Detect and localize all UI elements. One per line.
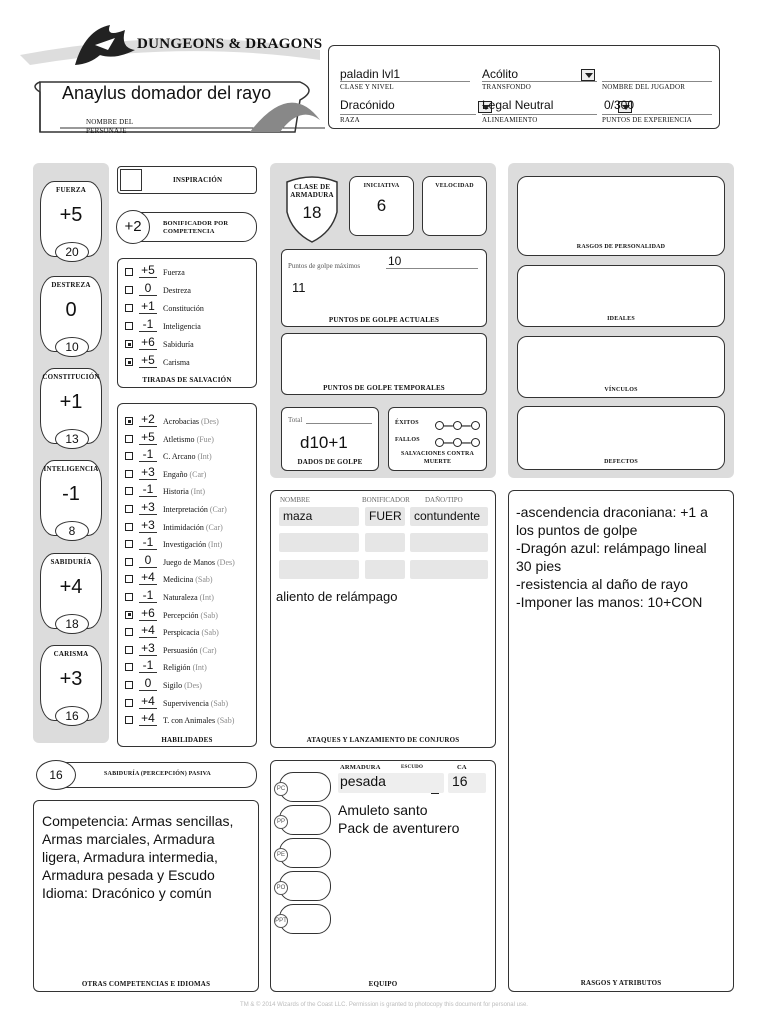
equipment-armor-label: ARMADURA	[340, 764, 381, 771]
skill-label: Medicina (Sab)	[163, 575, 213, 585]
proficiencies-title: OTRAS COMPETENCIAS E IDIOMAS	[81, 980, 211, 988]
skill-label: Interpretación (Car)	[163, 505, 227, 514]
attacks-col-bonus: BONIFICADOR	[362, 496, 410, 504]
dexterity-score[interactable]: 10	[55, 337, 89, 357]
background-dropdown-icon[interactable]	[581, 69, 595, 81]
saving-throw-checkbox[interactable]	[125, 268, 133, 276]
skill-checkbox[interactable]	[125, 575, 133, 583]
hp-max-label: Puntos de golpe máximos	[288, 262, 361, 270]
skill-attribute: (Int)	[197, 452, 212, 462]
background-label: TRANSFONDO	[482, 83, 532, 91]
character-name[interactable]: Anaylus domador del rayo	[62, 83, 272, 103]
passive-perception-label: SABIDURÍA (PERCEPCIÓN) PASIVA	[104, 771, 211, 777]
attacks-col-name: NOMBRE	[280, 496, 310, 504]
skill-attribute: (Sab)	[195, 575, 213, 585]
coin-ppt[interactable]: PPT	[279, 904, 331, 934]
saving-throw-checkbox[interactable]	[125, 340, 133, 348]
saving-throw-checkbox[interactable]	[125, 358, 133, 366]
skill-checkbox[interactable]	[125, 470, 133, 478]
death-saves-fail-label: FALLOS	[395, 437, 420, 443]
skill-bonus[interactable]: +4	[139, 712, 157, 726]
skill-bonus[interactable]: +3	[139, 519, 157, 533]
attack-3-bonus[interactable]	[365, 560, 405, 579]
skill-checkbox[interactable]	[125, 558, 133, 566]
skill-label: Historia (Int)	[163, 487, 205, 497]
saving-throw-bonus[interactable]: +6	[139, 336, 157, 350]
coin-pp[interactable]: PP	[279, 805, 331, 835]
skill-checkbox[interactable]	[125, 593, 133, 601]
strength-modifier[interactable]: +5	[59, 204, 83, 226]
equipment-shield-label: ESCUDO	[401, 765, 424, 770]
skill-checkbox[interactable]	[125, 435, 133, 443]
speed-label: VELOCIDAD	[435, 183, 474, 189]
features-text[interactable]: -ascendencia draconiana: +1 a los puntos de golpe -Dragón azul: relámpago lineal 30 pies -resistencia al daño de rayo -Imponer las manos: 10+CON	[516, 504, 708, 610]
death-saves-label: SALVACIONES CONTRA MUERTE	[400, 451, 475, 465]
skill-bonus[interactable]: 0	[139, 554, 157, 568]
death-saves-success-label: ÉXITOS	[395, 420, 419, 426]
saving-throws-title: TIRADAS DE SALVACIÓN	[142, 376, 232, 384]
attack-1-bonus[interactable]: FUER	[365, 507, 405, 526]
saving-throw-checkbox[interactable]	[125, 304, 133, 312]
skill-label: Naturaleza (Int)	[163, 593, 214, 602]
saving-throw-bonus[interactable]: +1	[139, 300, 157, 314]
personality-traits-box[interactable]: RASGOS DE PERSONALIDAD	[517, 176, 725, 256]
skill-bonus[interactable]: -1	[139, 659, 157, 673]
alignment-label: ALINEAMIENTO	[482, 116, 538, 124]
skill-attribute: (Des)	[184, 681, 202, 690]
skill-attribute: (Car)	[199, 645, 217, 655]
saving-throw-bonus[interactable]: +5	[139, 354, 157, 368]
attack-3-damage[interactable]	[410, 560, 488, 579]
saving-throw-bonus[interactable]: 0	[139, 282, 157, 296]
passive-perception-box	[37, 762, 257, 788]
attacks-title: ATAQUES Y LANZAMIENTO DE CONJUROS	[306, 736, 460, 744]
xp-value[interactable]: 0/300	[604, 98, 635, 112]
coin-po[interactable]: PO	[279, 871, 331, 901]
attack-2-bonus[interactable]	[365, 533, 405, 552]
saving-throw-label: Carisma	[163, 358, 190, 367]
skill-bonus[interactable]: +4	[139, 624, 157, 638]
armor-class-label: CLASE DE ARMADURA	[290, 183, 334, 199]
hp-current-value[interactable]: 11	[292, 280, 306, 295]
skill-checkbox[interactable]	[125, 523, 133, 531]
charisma-score[interactable]: 16	[55, 706, 89, 726]
skill-bonus[interactable]: +4	[139, 695, 157, 709]
saving-throw-label: Inteligencia	[163, 322, 201, 331]
skill-label: C. Arcano (Int)	[163, 452, 212, 462]
attacks-box	[270, 490, 496, 748]
skills-title: HABILIDADES	[161, 736, 213, 744]
hit-dice-total-label: Total	[288, 416, 303, 424]
ability-charisma: CARISMA +3 16	[40, 645, 102, 721]
skill-attribute: (Car)	[209, 505, 227, 514]
skill-checkbox[interactable]	[125, 646, 133, 654]
wisdom-modifier[interactable]: +4	[59, 576, 83, 598]
attack-3-name[interactable]	[279, 560, 359, 579]
saving-throw-checkbox[interactable]	[125, 286, 133, 294]
skill-bonus[interactable]: +5	[139, 431, 157, 445]
hp-current-label: PUNTOS DE GOLPE ACTUALES	[328, 316, 440, 324]
xp-label: PUNTOS DE EXPERIENCIA	[602, 116, 693, 124]
saving-throw-bonus[interactable]: +5	[139, 264, 157, 278]
skill-checkbox[interactable]	[125, 663, 133, 671]
skill-label: Intimidación (Car)	[163, 522, 223, 532]
alignment-value[interactable]: Legal Neutral	[482, 98, 554, 112]
skill-attribute: (Sab)	[201, 628, 219, 638]
player-name-label: NOMBRE DEL JUGADOR	[602, 83, 686, 91]
inspiration-checkbox[interactable]	[120, 169, 142, 191]
race-value[interactable]: Dracónido	[340, 98, 395, 112]
constitution-score[interactable]: 13	[55, 429, 89, 449]
equipment-armor-value[interactable]: pesada	[338, 773, 444, 793]
proficiency-box	[117, 212, 257, 242]
attacks-notes[interactable]: aliento de relámpago	[276, 589, 398, 604]
saving-throw-label: Destreza	[163, 286, 191, 295]
skill-attribute: (Sab)	[210, 698, 229, 708]
saving-throw-bonus[interactable]: -1	[139, 318, 157, 332]
skill-label: Perspicacia (Sab)	[163, 628, 219, 638]
skill-bonus[interactable]: +4	[139, 571, 157, 585]
flaws-box[interactable]: DEFECTOS	[517, 406, 725, 470]
passive-perception-value[interactable]: 16	[36, 760, 76, 790]
skill-attribute: (Sab)	[200, 610, 218, 620]
skill-bonus[interactable]: -1	[139, 536, 157, 550]
strength-score[interactable]: 20	[55, 242, 89, 262]
skill-attribute: (Car)	[205, 522, 223, 532]
skill-attribute: (Int)	[208, 540, 223, 550]
skill-label: Religión (Int)	[163, 663, 207, 673]
skill-attribute: (Int)	[199, 593, 214, 602]
proficiency-value[interactable]: +2	[116, 210, 150, 244]
skill-bonus[interactable]: +3	[139, 466, 157, 480]
death-saves-fail-circles[interactable]: – –	[435, 434, 480, 452]
proficiency-label: BONIFICADOR POR COMPETENCIA	[163, 220, 229, 235]
ideals-box[interactable]: IDEALES	[517, 265, 725, 327]
ability-wisdom: SABIDURÍA +4 18	[40, 553, 102, 629]
footer-copyright: TM & © 2014 Wizards of the Coast LLC. Permission is granted to photocopy this document for personal use.	[240, 1002, 528, 1008]
skill-checkbox[interactable]	[125, 417, 133, 425]
saving-throw-label: Sabiduría	[163, 340, 194, 349]
attack-2-damage[interactable]	[410, 533, 488, 552]
skill-label: Persuasión (Car)	[163, 645, 217, 655]
features-title: RASGOS Y ATRIBUTOS	[580, 979, 662, 987]
skill-label: Investigación (Int)	[163, 540, 223, 550]
skill-attribute: (Sab)	[217, 716, 235, 726]
coin-pe[interactable]: PE	[279, 838, 331, 868]
attacks-col-damage: DAÑO/TIPO	[425, 496, 463, 504]
coin-pc[interactable]: PC	[279, 772, 331, 802]
skill-attribute: (Int)	[190, 487, 205, 497]
logo-text: DUNGEONS & DRAGONS	[137, 36, 323, 52]
hp-max-value[interactable]: 10	[386, 254, 478, 269]
skill-bonus[interactable]: -1	[139, 483, 157, 497]
skill-label: Atletismo (Fue)	[163, 434, 214, 444]
background-value[interactable]: Acólito	[482, 67, 519, 81]
initiative-value[interactable]: 6	[376, 196, 387, 215]
death-saves-box	[388, 407, 487, 471]
intelligence-score[interactable]: 8	[55, 521, 89, 541]
skill-checkbox[interactable]	[125, 611, 133, 619]
skill-attribute: (Fue)	[196, 434, 214, 444]
ability-intelligence: INTELIGENCIA -1 8	[40, 460, 102, 536]
skill-attribute: (Car)	[189, 469, 207, 479]
ability-constitution: CONSTITUCIÓN +1 13	[40, 368, 102, 444]
equipment-ac-label: CA	[457, 764, 467, 771]
hit-dice-label: DADOS DE GOLPE	[297, 458, 363, 466]
death-saves-success-circles[interactable]: – –	[435, 417, 480, 435]
charisma-modifier[interactable]: +3	[59, 668, 83, 690]
dragon-logo-icon	[70, 20, 140, 68]
hit-dice-box	[281, 407, 379, 471]
saving-throw-label: Constitución	[163, 304, 204, 313]
skill-label: Sigilo (Des)	[163, 681, 202, 690]
header	[0, 0, 768, 135]
skill-checkbox[interactable]	[125, 540, 133, 548]
inspiration-box	[117, 166, 257, 194]
attack-1-damage[interactable]: contundente	[410, 507, 488, 526]
skill-label: Juego de Manos (Des)	[163, 557, 235, 567]
ability-strength: FUERZA +5 20	[40, 181, 102, 257]
speed-box	[422, 176, 487, 236]
skill-attribute: (Int)	[192, 663, 207, 673]
attack-2-name[interactable]	[279, 533, 359, 552]
equipment-armor-ac[interactable]: 16	[448, 773, 486, 793]
armor-class-value[interactable]: 18	[302, 203, 322, 222]
skill-checkbox[interactable]	[125, 628, 133, 636]
skill-checkbox[interactable]	[125, 487, 133, 495]
skill-label: Percepción (Sab)	[163, 610, 218, 620]
class-level-value[interactable]: paladin lvl1	[340, 67, 401, 81]
hit-dice-value[interactable]: d10+1	[300, 433, 348, 452]
skill-bonus[interactable]: +2	[139, 413, 157, 427]
skill-bonus[interactable]: +3	[139, 642, 157, 656]
skill-label: Engaño (Car)	[163, 469, 207, 479]
proficiencies-text[interactable]: Competencia: Armas sencillas, Armas marciales, Armadura ligera, Armadura intermedia, Armadura pesada y Escudo Idioma: Dracónico y común	[42, 813, 234, 901]
skill-bonus[interactable]: +3	[139, 501, 157, 515]
wisdom-score[interactable]: 18	[55, 614, 89, 634]
saving-throw-checkbox[interactable]	[125, 322, 133, 330]
skill-checkbox[interactable]	[125, 505, 133, 513]
skill-bonus[interactable]: 0	[139, 677, 157, 691]
skill-label: Supervivencia (Sab)	[163, 698, 229, 708]
skill-label: T. con Animales (Sab)	[163, 716, 235, 726]
skill-checkbox[interactable]	[125, 452, 133, 460]
hit-points-current-box	[281, 249, 487, 327]
ability-dexterity: DESTREZA 0 10	[40, 276, 102, 352]
skill-bonus[interactable]: +6	[139, 607, 157, 621]
skill-attribute: (Des)	[200, 417, 219, 426]
skill-checkbox[interactable]	[125, 681, 133, 689]
bonds-box[interactable]: VÍNCULOS	[517, 336, 725, 398]
hp-temp-label: PUNTOS DE GOLPE TEMPORALES	[323, 384, 445, 392]
skill-bonus[interactable]: -1	[139, 448, 157, 462]
skill-attribute: (Des)	[217, 557, 235, 567]
character-name-label: NOMBRE DEL PERSONAJE	[86, 118, 134, 135]
inspiration-label: INSPIRACIÓN	[173, 176, 223, 184]
skill-checkbox[interactable]	[125, 699, 133, 707]
hit-points-temp-box	[281, 333, 487, 395]
skill-bonus[interactable]: -1	[139, 589, 157, 603]
attack-1-name[interactable]: maza	[279, 507, 359, 526]
race-label: RAZA	[340, 116, 360, 124]
skill-label: Acrobacias (Des)	[163, 417, 219, 426]
dexterity-modifier[interactable]: 0	[65, 299, 77, 321]
saving-throw-label: Fuerza	[163, 268, 185, 277]
intelligence-modifier[interactable]: -1	[62, 483, 80, 505]
class-level-label: CLASE Y NIVEL	[340, 83, 394, 91]
skill-checkbox[interactable]	[125, 716, 133, 724]
initiative-box	[349, 176, 414, 236]
equipment-title: EQUIPO	[368, 980, 398, 988]
equipment-items[interactable]: Amuleto santo Pack de aventurero	[338, 802, 460, 836]
constitution-modifier[interactable]: +1	[59, 391, 83, 413]
initiative-label: INICIATIVA	[363, 183, 400, 189]
